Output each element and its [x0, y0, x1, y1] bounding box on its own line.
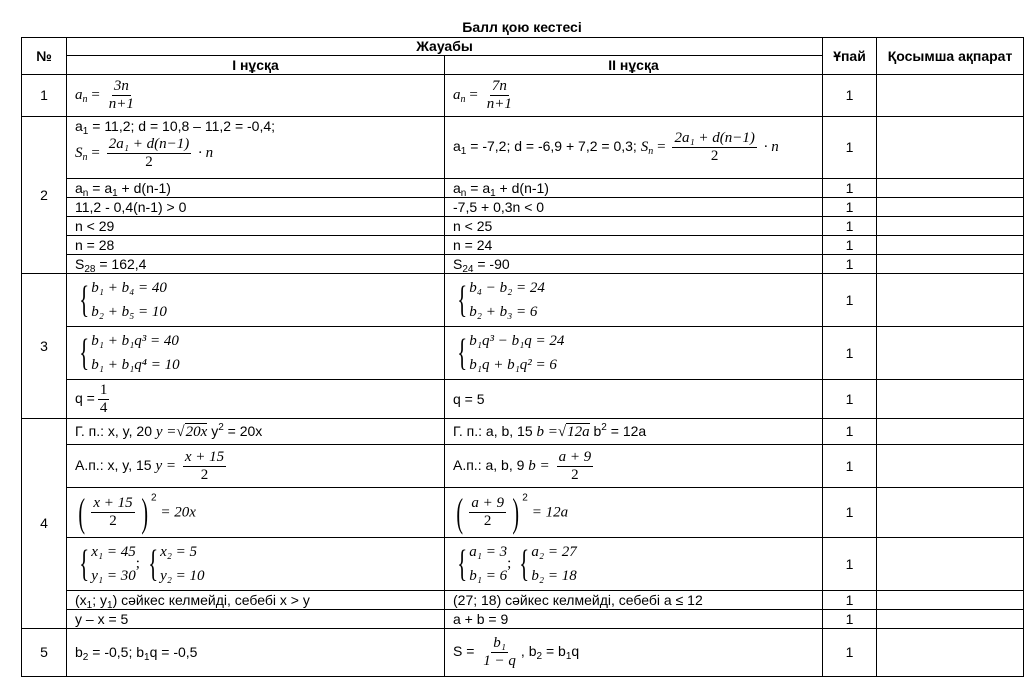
answer-v2: a + b = 9 — [445, 610, 823, 629]
table-row — [22, 217, 1024, 236]
answer-v1: n = 28 — [67, 236, 445, 255]
table-row — [22, 117, 1024, 179]
answer-v2: $a_1 = -7,2$; d = -6,9 + 7,2 = 0,3; $S_n$ = $\frac{\text{2a₁ + d(n−1)}}{2}$ · n — [445, 117, 823, 179]
answer-v2: А.п.: a, b, 9 b = $\frac{a + 9}{2}$ — [445, 445, 823, 488]
answer-v1: $b_2 = -0,5$; $b_1q = -0,5$ — [67, 629, 445, 677]
answer-v1: y – x = 5 — [67, 610, 445, 629]
answer-v1: $a_n = a_1 + d(n-1)$ — [67, 179, 445, 198]
header-num: № — [22, 38, 67, 75]
row-number: 2 — [22, 117, 67, 274]
answer-v1: 11,2 - 0,4(n-1) > 0 — [67, 198, 445, 217]
extra-info — [877, 179, 1024, 198]
answer-v2: -7,5 + 0,3n < 0 — [445, 198, 823, 217]
points: 1 — [823, 236, 877, 255]
row-number: 4 — [22, 419, 67, 629]
row-number: 5 — [22, 629, 67, 677]
points: 1 — [823, 419, 877, 445]
table-row — [22, 629, 1024, 677]
answer-v2: q = 5 — [445, 380, 823, 419]
table-row — [22, 419, 1024, 445]
extra-info — [877, 591, 1024, 610]
header-extra: Қосымша ақпарат — [877, 38, 1024, 75]
answer-v1: { b₁ + b₄ = 40 b₂ + b₅ = 10 — [67, 274, 445, 327]
extra-info — [877, 236, 1024, 255]
table-row — [22, 75, 1024, 117]
points: 1 — [823, 591, 877, 610]
extra-info — [877, 75, 1024, 117]
extra-info — [877, 117, 1024, 179]
answer-v1: $a_1 = 11,2$; d = 10,8 – 11,2 = -0,4; $S_n$ = $\frac{\text{2a₁ + d(n−1)}}{2}$ · n — [67, 117, 445, 179]
table-row — [22, 538, 1024, 591]
points: 1 — [823, 75, 877, 117]
answer-v2: { b₁q³ − b₁q = 24 b₁q + b₁q² = 6 — [445, 327, 823, 380]
answer-v1: { b₁ + b₁q³ = 40 b₁ + b₁q⁴ = 10 — [67, 327, 445, 380]
answer-v1: Г. п.: x, y, 20 y =√20x $y^2 = 20x$ — [67, 419, 445, 445]
answer-v2: ( $\frac{a + 9}{2}$ ) $^2$ = 12a — [445, 488, 823, 538]
table-row — [22, 591, 1024, 610]
table-row — [22, 380, 1024, 419]
points: 1 — [823, 217, 877, 236]
answer-v1: $S_{28} = 162,4$ — [67, 255, 445, 274]
header-variant-2: ІІ нұсқа — [445, 56, 823, 75]
extra-info — [877, 445, 1024, 488]
extra-info — [877, 629, 1024, 677]
table-row — [22, 236, 1024, 255]
header-variant-1: І нұсқа — [67, 56, 445, 75]
table-title: Балл қою кестесі — [462, 19, 582, 35]
header-answer: Жауабы — [67, 38, 823, 56]
points: 1 — [823, 610, 877, 629]
points: 1 — [823, 488, 877, 538]
answer-v2: (27; 18) сәйкес келмейді, себебі a ≤ 12 — [445, 591, 823, 610]
extra-info — [877, 380, 1024, 419]
answer-v1: n < 29 — [67, 217, 445, 236]
table-row — [22, 198, 1024, 217]
answer-v2: Г. п.: a, b, 15 b =√12a $b^2 = 12a$ — [445, 419, 823, 445]
extra-info — [877, 419, 1024, 445]
points: 1 — [823, 179, 877, 198]
points: 1 — [823, 629, 877, 677]
answer-v1: q = $\frac{1}{4}$ — [67, 380, 445, 419]
points: 1 — [823, 274, 877, 327]
table-row — [22, 274, 1024, 327]
extra-info — [877, 327, 1024, 380]
table-row — [22, 488, 1024, 538]
answer-v2: $S_{24} = -90$ — [445, 255, 823, 274]
table-row — [22, 445, 1024, 488]
points: 1 — [823, 327, 877, 380]
row-number: 3 — [22, 274, 67, 419]
answer-v1: { x₁ = 45 y₁ = 30 ; { x₂ = 5 y₂ = 10 — [67, 538, 445, 591]
answer-v1: А.п.: x, y, 15 y = $\frac{x + 15}{2}$ — [67, 445, 445, 488]
answer-v1: ($x_1$; $y_1$) сәйкес келмейді, себебі x > y — [67, 591, 445, 610]
scoring-table — [21, 37, 1024, 677]
answer-v2: { a₁ = 3 b₁ = 6 ; { a₂ = 27 b₂ = 18 — [445, 538, 823, 591]
extra-info — [877, 255, 1024, 274]
table-row — [22, 255, 1024, 274]
extra-info — [877, 198, 1024, 217]
points: 1 — [823, 117, 877, 179]
extra-info — [877, 217, 1024, 236]
table-row — [22, 179, 1024, 198]
table-row — [22, 327, 1024, 380]
answer-v2: S = $\frac{\text{b₁}}{1 - q}$ , $b_2 = b_1q$ — [445, 629, 823, 677]
points: 1 — [823, 198, 877, 217]
answer-v1: $a_n$ = $\frac{3n}{n+1}$ — [67, 75, 445, 117]
extra-info — [877, 610, 1024, 629]
answer-v2: n < 25 — [445, 217, 823, 236]
points: 1 — [823, 255, 877, 274]
extra-info — [877, 538, 1024, 591]
answer-v2: $a_n$ = $\frac{7n}{n+1}$ — [445, 75, 823, 117]
points: 1 — [823, 445, 877, 488]
answer-v2: $a_n = a_1 + d(n-1)$ — [445, 179, 823, 198]
points: 1 — [823, 380, 877, 419]
answer-v2: n = 24 — [445, 236, 823, 255]
row-number: 1 — [22, 75, 67, 117]
extra-info — [877, 488, 1024, 538]
answer-v2: { b₄ − b₂ = 24 b₂ + b₃ = 6 — [445, 274, 823, 327]
table-row — [22, 610, 1024, 629]
answer-v1: ( $\frac{x + 15}{2}$ ) $^2$ = 20x — [67, 488, 445, 538]
points: 1 — [823, 538, 877, 591]
extra-info — [877, 274, 1024, 327]
header-points: Ұпай — [823, 38, 877, 75]
